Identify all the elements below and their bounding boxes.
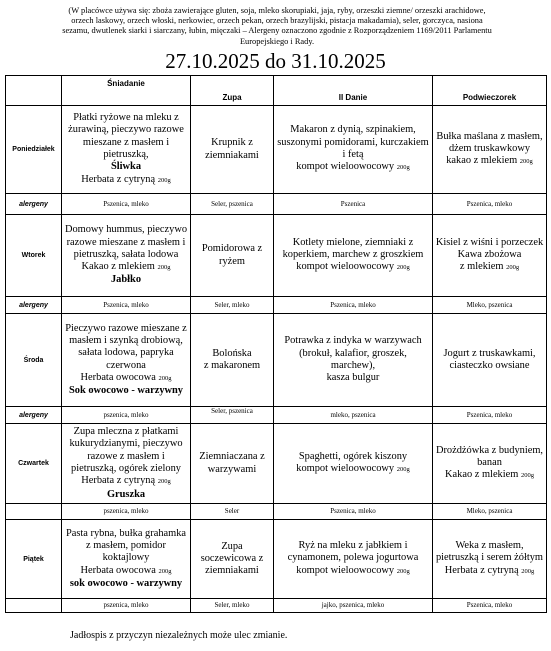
breakfast-text: Pieczywo razowe mieszane z masłem i szynką drobiową, sałata lodowa, papryka czerwona [65,322,187,371]
snack-cell [433,106,547,194]
main-text: Ryż na mleku z jabłkiem i cynamonem, polewa jogurtowa [287,540,419,564]
breakfast-cell [62,314,191,407]
snack-text: Jogurt z truskawkami, ciasteczko owsiane [443,347,536,371]
main-dish-cell [274,314,433,407]
drink-line [276,161,430,174]
day-name: Wtorek [6,215,62,297]
drink-name: kompot wieloowocowy [296,463,395,474]
breakfast-cell [62,106,191,194]
allergen-row [6,297,547,314]
snack-text: Drożdżówka z budyniem, banan [435,444,544,468]
header-soup: Zupa [191,76,274,106]
featured-item: Gruszka [106,488,146,500]
drink-quantity: 200g [158,374,172,382]
allergen-row [6,194,547,215]
menu-header-row [6,76,547,106]
soup-cell [191,424,274,504]
allergen-cell: Pszenica, mleko [433,599,547,613]
drink-quantity: 200g [157,176,171,184]
soup-text: Ziemniaczana z warzywami [199,451,265,475]
header-afternoon-snack: Podwieczorek [433,76,547,106]
breakfast-cell [62,424,191,504]
main-text: Kotlety mielone, ziemniaki z koperkiem, marchew z groszkiem [282,236,424,260]
drink-quantity: 200g [521,567,535,575]
day-name: Poniedziałek [6,106,62,194]
menu-date-range-title: 27.10.2025 do 31.10.2025 [165,49,386,73]
allergen-row-label [6,504,62,520]
snack-text: Kisiel z wiśni i porzeczek [435,236,544,248]
header-main-dish: II Danie [274,76,433,106]
allergen-cell: Seler, pszenica [191,407,274,424]
drink-line [276,565,430,578]
drink-line [64,372,188,385]
allergen-cell: Seler, mleko [191,599,274,613]
day-name: Piątek [6,520,62,599]
drink-name: kompot wieloowocowy [296,564,395,576]
drink-line [64,261,188,274]
breakfast-text: Płatki ryżowe na mleku z żurawiną, pieczywo razowe mieszane z masłem i pietruszką, [68,112,184,160]
drink-name: kakao z mlekiem [446,155,518,167]
drink-quantity: 200g [519,158,533,166]
drink-name: Kakao z mlekiem [81,261,155,273]
day-row [6,215,547,297]
main-text: Spaghetti, ogórek kiszony [298,450,408,462]
snack-cell [433,520,547,599]
drink-line [64,475,188,488]
header-day-cell [6,76,62,106]
drink-quantity: 200g [396,264,410,272]
drink-name: Herbata owocowa [80,564,156,576]
allergen-row [6,504,547,520]
drink-quantity: 200g [396,567,410,575]
day-name: Czwartek [6,424,62,504]
allergen-cell: Mleko, pszenica [433,504,547,520]
allergen-cell: Pszenica, mleko [433,407,547,424]
day-row [6,424,547,504]
allergen-row-label: alergeny [6,297,62,314]
menu-body [6,106,547,613]
allergen-row-label: alergeny [6,194,62,215]
day-row [6,520,547,599]
soup-text: Bolońska [212,347,252,359]
breakfast-cell [62,520,191,599]
main-dish-cell [274,424,433,504]
weekly-menu-table [5,75,547,613]
snack-cell [433,314,547,407]
drink-name: kompot wieloowocowy [296,161,395,173]
allergen-row-label [6,599,62,613]
drink-name: Herbata z cytryną [81,173,156,185]
snack-cell [433,424,547,504]
allergen-cell: pszenica, mleko [62,599,191,613]
drink-quantity: 200g [396,466,410,473]
drink-line [64,174,188,187]
main-dish-cell [274,520,433,599]
main-text: kasza bulgur [326,372,380,384]
drink-quantity: 200g [157,478,171,486]
featured-item: Sok owocowo - warzywny [68,385,183,397]
soup-cell [191,314,274,407]
drink-line [435,261,544,274]
snack-text: Weka z masłem, pietruszką i serem żółtym [435,540,544,564]
snack-cell [433,215,547,297]
allergen-cell: Mleko, pszenica [433,297,547,314]
drink-quantity: 200g [157,264,171,272]
drink-name: kompot wieloowocowy [296,261,395,273]
featured-item: Śliwka [110,161,142,173]
breakfast-cell [62,215,191,297]
drink-name: z mlekiem [459,261,504,273]
header-breakfast: Śniadanie [62,76,191,106]
allergen-cell: jajko, pszenica, mleko [274,599,433,613]
drink-line [435,155,544,168]
breakfast-text: Zupa mleczna z płatkami kukurydzianymi, pieczywo razowe z masłem i pietruszką, ogórek zielony [69,426,183,474]
allergen-cell: Pszenica, mleko [274,297,433,314]
drink-line [435,469,544,482]
drink-line [64,565,188,578]
day-row [6,314,547,407]
allergen-cell: Pszenica, mleko [274,504,433,520]
allergen-cell: Pszenica, mleko [433,194,547,215]
main-text: (brokuł, kalafior, groszek, marchew), [299,347,407,371]
allergen-cell: Seler, pszenica [191,194,274,215]
soup-text: Krupnik z ziemniakami [205,137,259,161]
drink-name: Kakao z mlekiem [445,469,519,481]
breakfast-text: Domowy hummus, pieczywo razowe mieszane z masłem i pietruszką, sałata lodowa [64,224,188,260]
drink-quantity: 200g [158,567,172,575]
menu-change-note: Jadłospis z przyczyn niezależnych może ulec zmianie. [70,630,288,641]
allergen-row [6,599,547,613]
soup-text: Zupa soczewicowa z ziemniakami [200,540,264,577]
allergen-cell: Seler [191,504,274,520]
snack-text: Kawa zbożowa [457,248,522,260]
allergen-cell: Pszenica, mleko [62,297,191,314]
drink-name: Herbata owocowa [80,371,156,383]
allergen-cell: pszenica, mleko [62,407,191,424]
drink-name: Herbata z cytryną [444,564,519,576]
soup-text: Pomidorowa z ryżem [201,243,263,267]
allergen-notice: (W placówce używa się: zboża zawierające gluten, soja, mleko skorupiaki, jaja, ryby, orzeszki ziemne/ orzeszki arachidowe, orzech laskowy, orzech włoski, nerkowiec, orzech pekan, orzech brazylijski, pistacja makadamia), seler, gorczyca, nasiona sezamu, dwutlenek siarki i siarczany, łubin, mięczaki – Alergeny oznaczono zgodnie z Rozporządzeniem 1169/2011 Parlamentu Europejskiego i Rady. [62,6,492,46]
breakfast-text: Pasta rybna, bułka grahamka z masłem, pomidor koktajlowy [65,527,187,564]
drink-name: Herbata z cytryną [81,475,156,487]
main-dish-cell [274,215,433,297]
main-text: Potrawka z indyka w warzywach [284,335,422,347]
drink-line [435,565,544,578]
soup-text: z makaronem [203,360,261,371]
drink-quantity: 200g [506,264,520,272]
drink-quantity: 200g [520,472,534,480]
main-text: Makaron z dynią, szpinakiem, suszonymi pomidorami, kurczakiem i fetą [277,124,429,160]
day-name: Środa [6,314,62,407]
soup-cell [191,106,274,194]
featured-item: Jabłko [110,274,142,286]
main-dish-cell [274,106,433,194]
drink-line [276,463,430,476]
drink-line [276,261,430,274]
drink-quantity: 200g [396,164,410,172]
day-row [6,106,547,194]
allergen-row [6,407,547,424]
allergen-row-label: alergeny [6,407,62,424]
featured-item: sok owocowo - warzywny [69,577,183,589]
soup-cell [191,520,274,599]
soup-cell [191,215,274,297]
snack-text: Bułka maślana z masłem, dżem truskawkowy [436,130,543,154]
allergen-cell: mleko, pszenica [274,407,433,424]
allergen-cell: Pszenica, mleko [62,194,191,215]
allergen-cell: Pszenica [274,194,433,215]
allergen-cell: Seler, mleko [191,297,274,314]
allergen-cell: pszenica, mleko [62,504,191,520]
